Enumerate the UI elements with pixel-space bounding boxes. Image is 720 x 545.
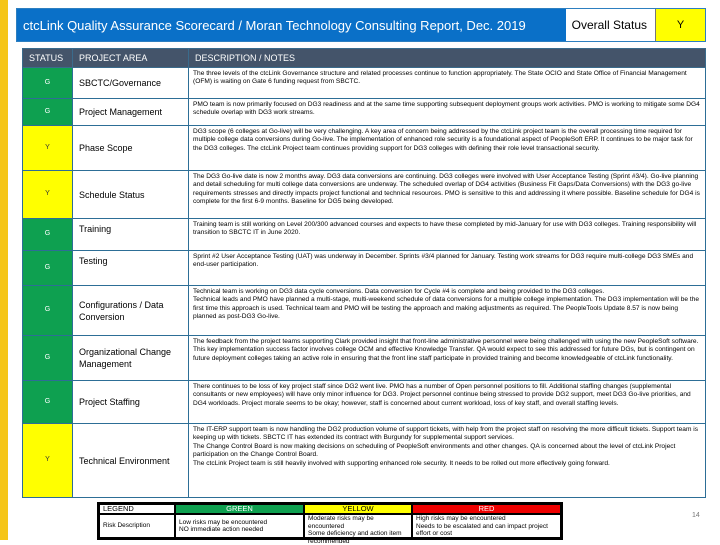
- status-badge: G: [23, 99, 73, 126]
- overall-status-value: Y: [655, 9, 705, 41]
- description: The IT-ERP support team is now handling the DG2 production volume of support tickets, with help from the project staff on resolving the more difficult tickets. Support team is keeping up with tickets. SBCTC IT has extended its contract with Burgundy for supplemental support services. The Change Control Board is now making decisions on scheduling of PeopleSoft environments and other changes. QA is concerned about the level of ctcLink Project participation on the Change Control Board. The ctcLink Project team is still heavily involved with supporting enhanced role security. It needs to be rolled out more effectively going forward.: [189, 424, 706, 498]
- status-badge: G: [23, 219, 73, 251]
- status-badge: Y: [23, 126, 73, 171]
- col-description: DESCRIPTION / NOTES: [189, 49, 706, 68]
- legend-green-desc: Low risks may be encountered NO immediate action needed: [175, 514, 304, 538]
- legend-title: LEGEND: [99, 504, 175, 514]
- col-status: STATUS: [23, 49, 73, 68]
- description: DG3 scope (6 colleges at Go-live) will be very challenging. A key area of concern being addressed by the ctcLink project team is the overall processing time required for multiple college data conversions during Go-live. The implementation of enhanced role security is a foundational aspect of PeopleSoft ERP. It continues to be major task for the DG3 colleges. The ctcLink Project team continues providing support for DG3 colleges with defining their role level transactional security.: [189, 126, 706, 171]
- table-row: [23, 99, 706, 126]
- description: Training team is still working on Level 200/300 advanced courses and expects to have these completed by mid-January for use with DG3 colleges. Training responsibility will transition to SBCTC IT in June 2020.: [189, 219, 706, 251]
- project-area: Configurations / Data Conversion: [73, 286, 189, 336]
- scorecard-table: [22, 48, 706, 498]
- status-badge: Y: [23, 171, 73, 219]
- status-badge: G: [23, 286, 73, 336]
- project-area: SBCTC/Governance: [73, 68, 189, 99]
- description: PMO team is now primarily focused on DG3 readiness and at the same time supporting subsequent deployment groups work activities. PMO is working to mitigate some DG4 schedule overlap with DG3 work streams.: [189, 99, 706, 126]
- description: Technical team is working on DG3 data cycle conversions. Data conversion for Cycle #4 is complete and being provided to the DG3 colleges. Technical leads and PMO have planned a multi-stage, multi-weekend schedule of data conversions for a multiple college implementation. The DG3 implementation will be the first time this approach is used. Technical team and PMO will be testing the approach and making adjustments as required. The PeopleTools Update 8.57 is now being planned as post-DG3 Go-live.: [189, 286, 706, 336]
- description: The DG3 Go-live date is now 2 months away. DG3 data conversions are continuing. DG3 colleges were involved with User Acceptance Testing (Sprint #3/4). Go-live planning and detail scheduling for multi college data conversions are underway. The scheduled overlap of DG4 activities (Business Fit Gaps/Data Conversions) with the DG3 go-live requirements stresses and directly impacts project functional and technical resources. PMO is sensitive to this and addressing it where possible. Baseline schedule for DG4 is complete for the first 6-9 months. Baseline for DG5 being developed.: [189, 171, 706, 219]
- table-row: [23, 286, 706, 336]
- table-row: [23, 171, 706, 219]
- legend-yellow-desc: Moderate risks may be encountered Some deficiency and action item recommended: [304, 514, 412, 538]
- project-area: Organizational Change Management: [73, 336, 189, 381]
- legend-green: GREEN: [175, 504, 304, 514]
- description: The three levels of the ctcLink Governance structure and related processes continue to function appropriately. The State OCIO and State Office of Financial Management (OFM) is waiting on Gate 6 funding request from SBCTC.: [189, 68, 706, 99]
- status-badge: G: [23, 251, 73, 286]
- project-area: Project Management: [73, 99, 189, 126]
- col-project-area: PROJECT AREA: [73, 49, 189, 68]
- project-area: Phase Scope: [73, 126, 189, 171]
- status-badge: G: [23, 68, 73, 99]
- project-area: Technical Environment: [73, 424, 189, 498]
- legend-yellow: YELLOW: [304, 504, 412, 514]
- table-row: [23, 424, 706, 498]
- description: The feedback from the project teams supporting Clark provided insight that front-line administrative personnel were being challenged with using the new PeopleSoft software. This key implementation success factor involves college OCM and effective Knowledge Transfer. QA would expect to see this addressed for future DGs, but is contingent on future deployment colleges taking an active role in ensuring that the front line staff participate in provided training and become knowledgeable of ctcLink functionality.: [189, 336, 706, 381]
- accent-stripe: [0, 0, 8, 540]
- project-area: Training: [73, 219, 189, 251]
- table-row: [23, 251, 706, 286]
- page-number: 14: [692, 512, 700, 519]
- table-row: [23, 68, 706, 99]
- table-row: [23, 381, 706, 424]
- legend-row-label: Risk Description: [99, 514, 175, 538]
- legend-red-desc: High risks may be encountered Needs to be escalated and can impact project effort or cost: [412, 514, 561, 538]
- project-area: Testing: [73, 251, 189, 286]
- status-badge: Y: [23, 424, 73, 498]
- table-row: [23, 336, 706, 381]
- title-bar: [16, 8, 706, 42]
- project-area: Project Staffing: [73, 381, 189, 424]
- legend-red: RED: [412, 504, 561, 514]
- project-area: Schedule Status: [73, 171, 189, 219]
- status-badge: G: [23, 336, 73, 381]
- table-row: [23, 126, 706, 171]
- description: Sprint #2 User Acceptance Testing (UAT) was underway in December. Sprints #3/4 planned for January. Testing work streams for DG3 require multi-college DG3 SMEs and end-user participation.: [189, 251, 706, 286]
- table-row: [23, 219, 706, 251]
- page-title: ctcLink Quality Assurance Scorecard / Moran Technology Consulting Report, Dec. 2019: [17, 9, 566, 41]
- description: There continues to be loss of key project staff since DG2 went live. PMO has a number of Open personnel positions to fill. Additional staffing changes (supplemental consultants or new employees) will have only minor influence for DG3. Project personnel continue being stressed to provide DG2 support, meet DG3 Go-live priorities, and DG4 workloads. Project morale seems to be okay; however, staff is concerned about current workload, loss of key staff, and overall staffing levels.: [189, 381, 706, 424]
- overall-status-label: Overall Status: [566, 9, 655, 41]
- status-badge: G: [23, 381, 73, 424]
- legend: [97, 502, 563, 545]
